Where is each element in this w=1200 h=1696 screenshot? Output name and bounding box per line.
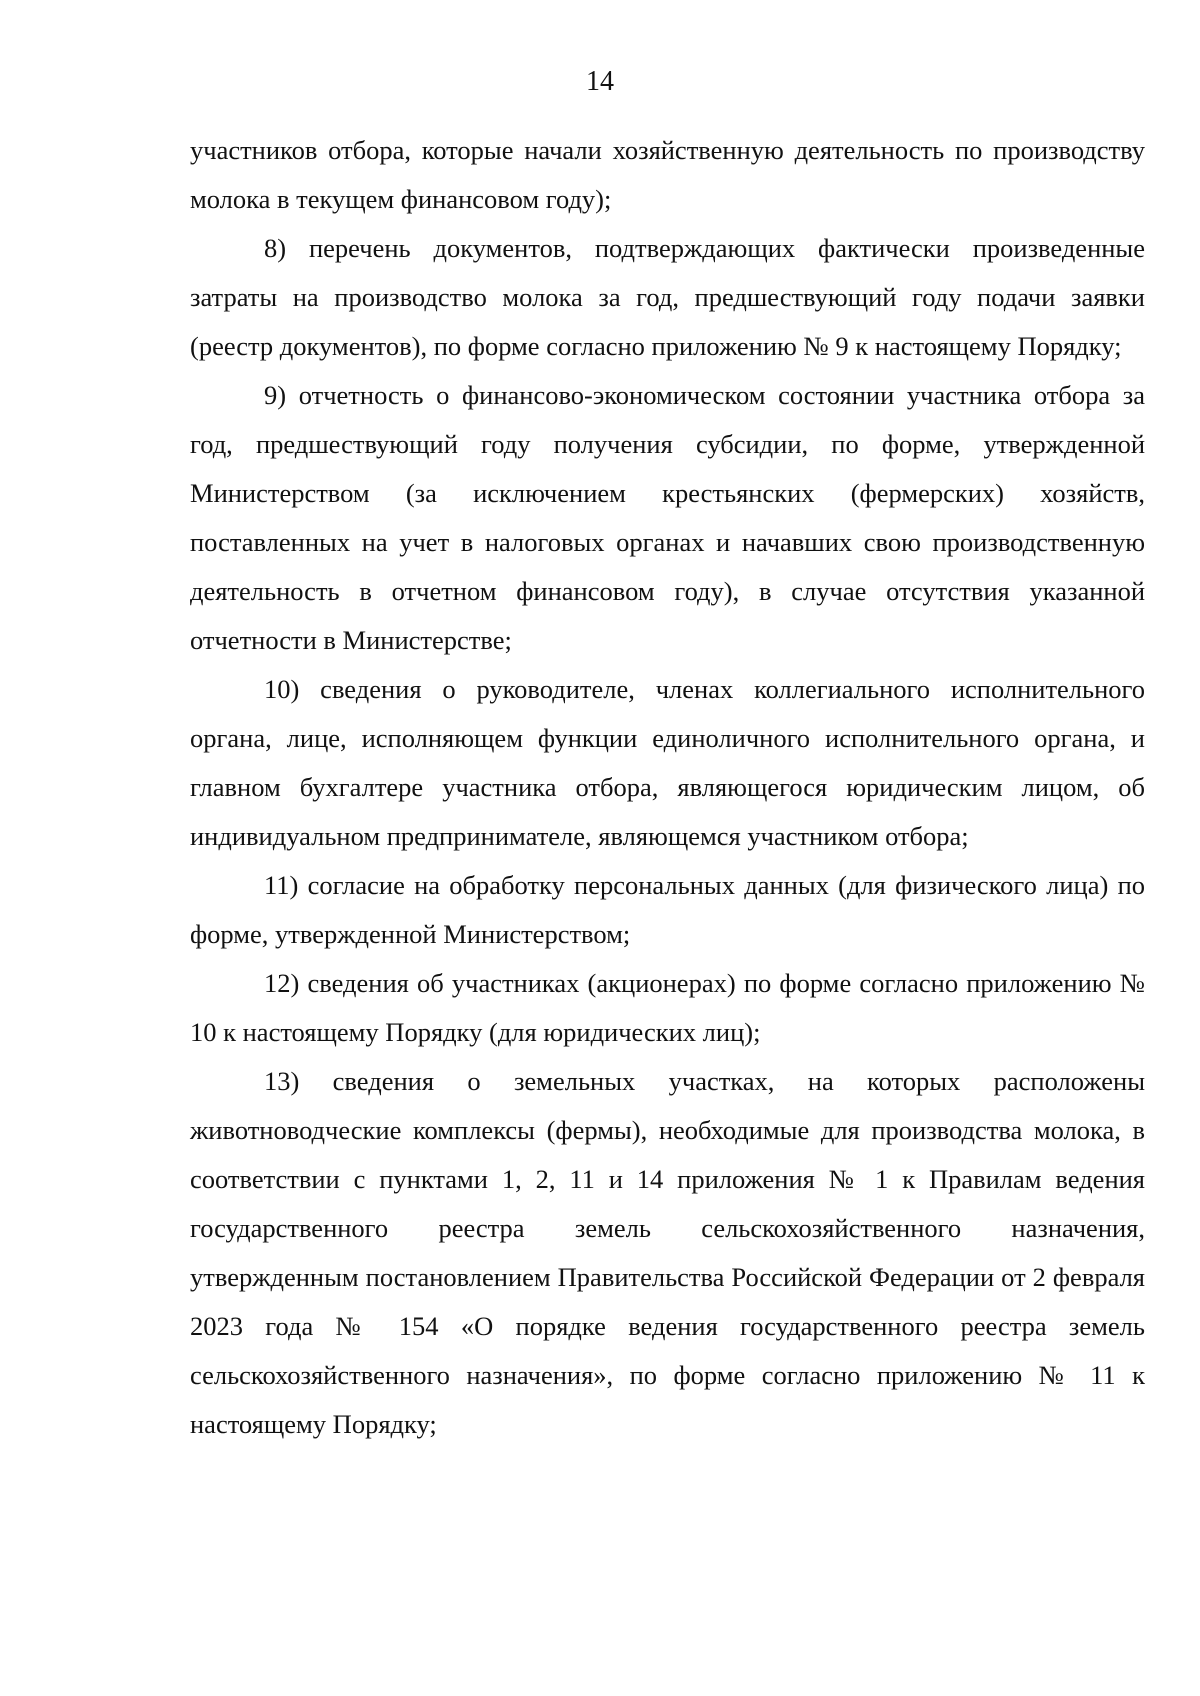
page-number: 14 — [586, 66, 614, 97]
paragraph-item-12: 12) сведения об участниках (акционерах) по форме согласно приложению № 10 к настоящему Порядку (для юридических лиц); — [190, 968, 1145, 1047]
paragraph-item-13: 13) сведения о земельных участках, на которых расположены животноводческие комплексы (фермы), необходимые для производства молока, в соответствии с пунктами 1, 2, 11 и 14 приложения № 1 к Правилам ведения государственного реестра земель сельскохозяйственного назначения, утвержденным постановлением Правительства Российской Федерации от 2 февраля 2023 года № 154 «О порядке ведения государственного реестра земель сельскохозяйственного назначения», по форме согласно приложению № 11 к настоящему Порядку; — [190, 1066, 1145, 1439]
document-body — [190, 126, 1145, 1449]
paragraph-item-8: 8) перечень документов, подтверждающих фактически произведенные затраты на производство молока за год, предшествующий году подачи заявки (реестр документов), по форме согласно приложению № 9 к настоящему Порядку; — [190, 233, 1145, 361]
paragraph-item-9: 9) отчетность о финансово-экономическом состоянии участника отбора за год, предшествующий году получения субсидии, по форме, утвержденной Министерством (за исключением крестьянских (фермерских) хозяйств, поставленных на учет в налоговых органах и начавших свою производственную деятельность в отчетном финансовом году), в случае отсутствия указанной отчетности в Министерстве; — [190, 380, 1145, 655]
paragraph-item-11: 11) согласие на обработку персональных данных (для физического лица) по форме, утвержденной Министерством; — [190, 870, 1145, 949]
paragraph-continuation: участников отбора, которые начали хозяйственную деятельность по производству молока в текущем финансовом году); — [190, 135, 1145, 214]
paragraph-item-10: 10) сведения о руководителе, членах коллегиального исполнительного органа, лице, исполняющем функции единоличного исполнительного органа, и главном бухгалтере участника отбора, являющегося юридическим лицом, об индивидуальном предпринимателе, являющемся участником отбора; — [190, 674, 1145, 851]
